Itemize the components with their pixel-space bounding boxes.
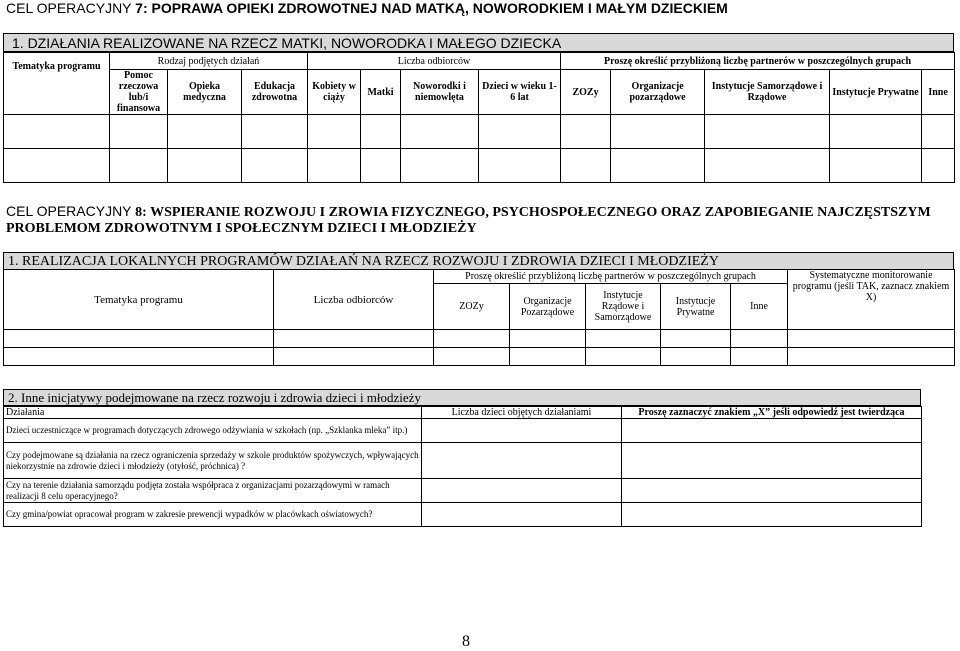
cell-input[interactable] bbox=[830, 149, 922, 183]
th-monitorowanie: Systematyczne monitorowanie programu (jeśli TAK, zaznacz znakiem X) bbox=[788, 270, 955, 330]
th-kobiety-w-ciazy: Kobiety w ciąży bbox=[308, 70, 361, 115]
th-rodzaj-dzialan: Rodzaj podjętych działań bbox=[110, 53, 308, 70]
row-label: Czy gmina/powiat opracował program w zakresie prewencji wypadków w placówkach oświatowych? bbox=[4, 503, 422, 527]
cell-input[interactable] bbox=[922, 149, 955, 183]
cell-input[interactable] bbox=[168, 115, 242, 149]
th-liczba-odbiorcow: Liczba odbiorców bbox=[308, 53, 561, 70]
th-inne: Inne bbox=[922, 70, 955, 115]
cell-input[interactable] bbox=[434, 348, 510, 366]
th-partnerzy: Proszę określić przybliżoną liczbę partnerów w poszczególnych grupach bbox=[561, 53, 955, 70]
th-zozy: ZOZy bbox=[561, 70, 611, 115]
th-dzieci-1-6: Dzieci w wieku 1-6 lat bbox=[479, 70, 561, 115]
cell-input[interactable] bbox=[308, 149, 361, 183]
cell-input[interactable] bbox=[705, 115, 830, 149]
th-opieka-medyczna: Opieka medyczna bbox=[168, 70, 242, 115]
cell-input[interactable] bbox=[661, 348, 731, 366]
th-instytucje-rzadowe: Instytucje Rządowe i Samorządowe bbox=[586, 284, 661, 330]
table-8-2-row bbox=[4, 419, 922, 443]
cell-input[interactable] bbox=[611, 149, 705, 183]
cell-input[interactable] bbox=[479, 115, 561, 149]
cell-input[interactable] bbox=[422, 479, 622, 503]
table-7-1 bbox=[3, 52, 955, 183]
cell-input[interactable] bbox=[611, 115, 705, 149]
cell-input[interactable] bbox=[788, 348, 955, 366]
th-liczba-dzieci: Liczba dzieci objętych działaniami bbox=[422, 407, 622, 419]
cell-input[interactable] bbox=[922, 115, 955, 149]
th-instytucje-samorzadowe: Instytucje Samorządowe i Rządowe bbox=[705, 70, 830, 115]
goal-7-prefix: CEL OPERACYJNY bbox=[6, 0, 136, 16]
goal-8-title: WSPIERANIE ROZWOJU I ZROWIA FIZYCZNEGO, PSYCHOSPOŁECZNEGO ORAZ ZAPOBIEGANIE NAJCZĘSTSZYM PROBLEMOM ZDROWOTNYM I SPOŁECZNYM DZIECI I MŁODZIEŻY bbox=[6, 205, 931, 236]
table-8-2-row bbox=[4, 479, 922, 503]
cell-input[interactable] bbox=[479, 149, 561, 183]
row-label: Czy podejmowane są działania na rzecz ograniczenia sprzedaży w szkole produktów spożywczych, wpływających niekorzystnie na zdrowie dzieci i młodzieży (otyłość, próchnica) ? bbox=[4, 443, 422, 479]
th-matki: Matki bbox=[361, 70, 401, 115]
cell-input[interactable] bbox=[561, 115, 611, 149]
table-8-2-row bbox=[4, 443, 922, 479]
cell-input[interactable] bbox=[422, 443, 622, 479]
table-7-1-row bbox=[4, 149, 955, 183]
row-label: Dzieci uczestniczące w programach dotyczących zdrowego odżywiania w szkołach (np. „Szklanka mleka” itp.) bbox=[4, 419, 422, 443]
cell-input[interactable] bbox=[586, 348, 661, 366]
th-zozy: ZOZy bbox=[434, 284, 510, 330]
th-inne: Inne bbox=[731, 284, 788, 330]
th-edukacja-zdrowotna: Edukacja zdrowotna bbox=[242, 70, 308, 115]
th-instytucje-prywatne: Instytucje Prywatne bbox=[661, 284, 731, 330]
cell-input[interactable] bbox=[586, 330, 661, 348]
cell-input[interactable] bbox=[510, 348, 586, 366]
cell-input[interactable] bbox=[788, 330, 955, 348]
cell-input[interactable] bbox=[422, 419, 622, 443]
cell-input[interactable] bbox=[308, 115, 361, 149]
cell-input[interactable] bbox=[4, 348, 274, 366]
table-8-1-row bbox=[4, 348, 955, 366]
table-8-1 bbox=[3, 269, 955, 366]
goal-7-heading bbox=[6, 0, 728, 16]
th-zaznacz: Proszę zaznaczyć znakiem „X” jeśli odpowiedź jest twierdząca bbox=[622, 407, 922, 419]
cell-input[interactable] bbox=[661, 330, 731, 348]
cell-input[interactable] bbox=[401, 149, 479, 183]
cell-input[interactable] bbox=[274, 330, 434, 348]
cell-input[interactable] bbox=[361, 149, 401, 183]
th-noworodki: Noworodki i niemowlęta bbox=[401, 70, 479, 115]
cell-input[interactable] bbox=[622, 479, 922, 503]
row-label: Czy na terenie działania samorządu podjęta została współpraca z organizacjami pozarządowymi w ramach realizacji 8 celu operacyjnego? bbox=[4, 479, 422, 503]
th-liczba-odbiorcow: Liczba odbiorców bbox=[274, 270, 434, 330]
th-pomoc-rzeczowa: Pomoc rzeczowa lub/i finansowa bbox=[110, 70, 168, 115]
section-8-2-title: 2. Inne inicjatywy podejmowane na rzecz rozwoju i zdrowia dzieci i młodzieży bbox=[3, 389, 921, 406]
cell-input[interactable] bbox=[401, 115, 479, 149]
table-8-2-row bbox=[4, 503, 922, 527]
goal-7-number: 7: bbox=[135, 0, 152, 16]
th-organizacje-pozarzadowe: Organizacje pozarządowe bbox=[611, 70, 705, 115]
goal-8-heading bbox=[6, 203, 954, 237]
cell-input[interactable] bbox=[561, 149, 611, 183]
cell-input[interactable] bbox=[242, 149, 308, 183]
section-8-1-title: 1. REALIZACJA LOKALNYCH PROGRAMÓW DZIAŁAŃ NA RZECZ ROZWOJU I ZDROWIA DZIECI I MŁODZIEŻY bbox=[3, 252, 954, 270]
cell-input[interactable] bbox=[4, 330, 274, 348]
table-8-2 bbox=[3, 406, 922, 527]
cell-input[interactable] bbox=[731, 348, 788, 366]
goal-8-number: 8: bbox=[135, 205, 151, 220]
cell-input[interactable] bbox=[4, 115, 110, 149]
cell-input[interactable] bbox=[274, 348, 434, 366]
cell-input[interactable] bbox=[110, 149, 168, 183]
cell-input[interactable] bbox=[422, 503, 622, 527]
cell-input[interactable] bbox=[168, 149, 242, 183]
goal-8-prefix: CEL OPERACYJNY bbox=[6, 203, 136, 219]
th-tematyka-programu: Tematyka programu bbox=[4, 53, 110, 115]
table-8-1-row bbox=[4, 330, 955, 348]
cell-input[interactable] bbox=[731, 330, 788, 348]
th-organizacje-pozarzadowe: Organizacje Pozarządowe bbox=[510, 284, 586, 330]
cell-input[interactable] bbox=[110, 115, 168, 149]
cell-input[interactable] bbox=[510, 330, 586, 348]
th-instytucje-prywatne: Instytucje Prywatne bbox=[830, 70, 922, 115]
section-7-1-title: 1. DZIAŁANIA REALIZOWANE NA RZECZ MATKI, NOWORODKA I MAŁEGO DZIECKA bbox=[3, 33, 954, 52]
cell-input[interactable] bbox=[242, 115, 308, 149]
goal-7-title: POPRAWA OPIEKI ZDROWOTNEJ NAD MATKĄ, NOWORODKIEM I MAŁYM DZIECKIEM bbox=[151, 0, 728, 16]
th-tematyka-programu: Tematyka programu bbox=[4, 270, 274, 330]
cell-input[interactable] bbox=[622, 503, 922, 527]
cell-input[interactable] bbox=[4, 149, 110, 183]
th-partnerzy: Proszę określić przybliżoną liczbę partnerów w poszczególnych grupach bbox=[434, 270, 788, 284]
cell-input[interactable] bbox=[622, 419, 922, 443]
table-7-1-row bbox=[4, 115, 955, 149]
cell-input[interactable] bbox=[361, 115, 401, 149]
page-number: 8 bbox=[462, 633, 470, 650]
cell-input[interactable] bbox=[830, 115, 922, 149]
th-dzialania: Działania bbox=[4, 407, 422, 419]
cell-input[interactable] bbox=[705, 149, 830, 183]
cell-input[interactable] bbox=[622, 443, 922, 479]
cell-input[interactable] bbox=[434, 330, 510, 348]
